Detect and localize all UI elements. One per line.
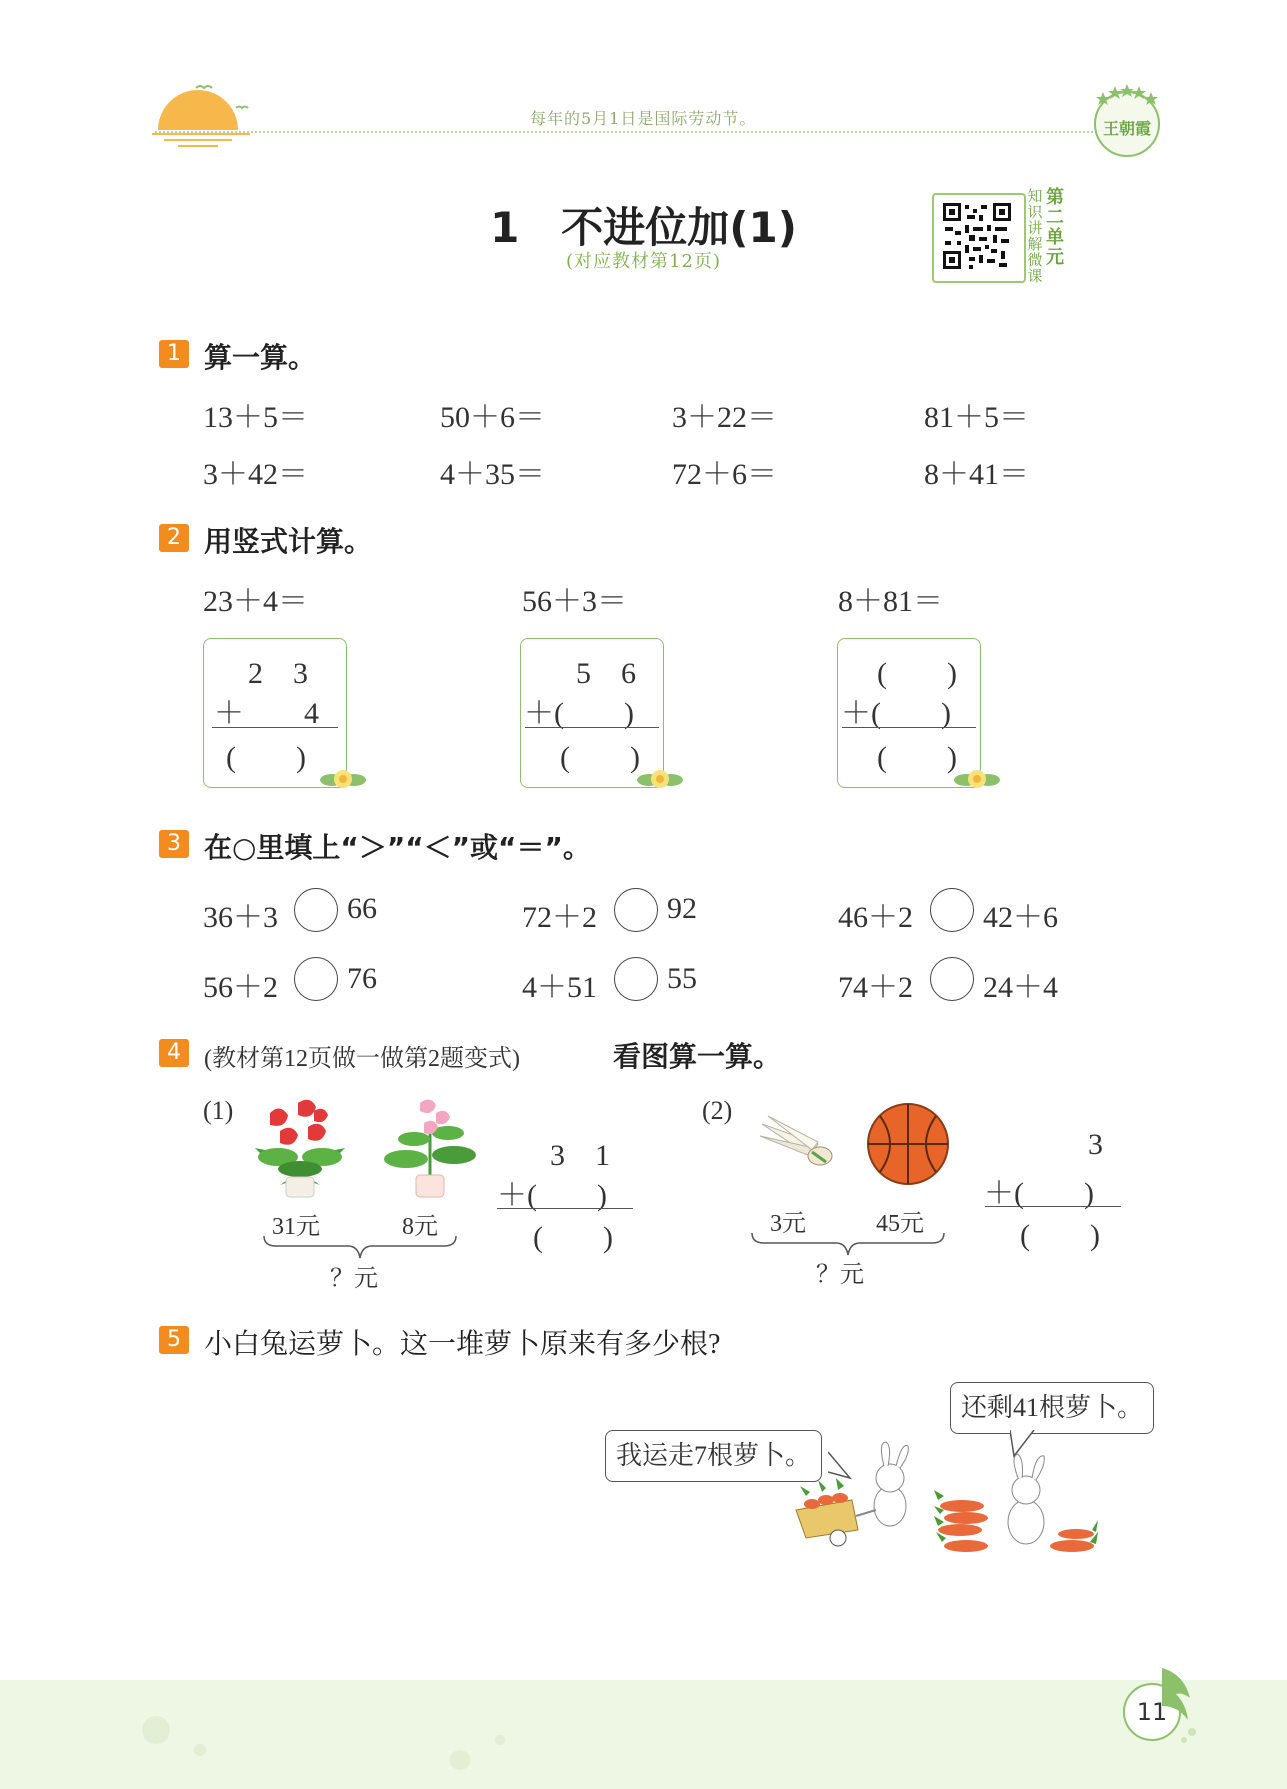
vertical-line <box>985 1206 1121 1207</box>
question-heading: 在○里填上“＞”“＜”或“＝”。 <box>204 831 591 864</box>
page-number: 11 <box>1136 1698 1168 1726</box>
flower-icon <box>318 766 368 798</box>
price-label: 8元 <box>402 1214 438 1240</box>
vertical-top: 5 6 <box>576 657 636 690</box>
question-number: 5 <box>159 1326 189 1354</box>
question-heading: 小白兔运萝卜。这一堆萝卜原来有多少根? <box>204 1329 721 1360</box>
shuttlecock-icon <box>756 1110 836 1184</box>
brand-logo-text: 王朝霞 <box>1102 119 1151 138</box>
vertical-line <box>842 727 976 728</box>
page-number-badge <box>1122 1662 1202 1746</box>
equation: 4＋35＝ <box>440 458 545 491</box>
price-label: 31元 <box>272 1214 320 1240</box>
question-heading: 用竖式计算。 <box>204 525 373 558</box>
compare-left: 4＋51 <box>522 971 597 1004</box>
vertical-line <box>525 727 659 728</box>
rabbit-cart-illustration <box>792 1440 922 1554</box>
compare-circle[interactable] <box>294 957 338 1001</box>
red-flower-pot-icon <box>250 1093 350 1209</box>
side-label-unit: 第 二 单 元 <box>1046 187 1064 268</box>
footer-bubbles <box>140 1700 740 1784</box>
compare-left: 72＋2 <box>522 901 597 934</box>
part-label: (1) <box>203 1096 234 1125</box>
page-title: 1 不进位加(1) <box>490 203 797 252</box>
compare-right: 66 <box>347 892 377 925</box>
vertical-top: 2 3 <box>248 657 308 690</box>
compare-circle[interactable] <box>614 888 658 932</box>
compare-circle[interactable] <box>930 957 974 1001</box>
brand-badge <box>1087 78 1167 164</box>
compare-left: 36＋3 <box>203 901 278 934</box>
compare-circle[interactable] <box>930 888 974 932</box>
equation: 72＋6＝ <box>672 458 777 491</box>
compare-right: 42＋6 <box>983 901 1058 934</box>
vertical-line <box>212 727 338 728</box>
question-number: 2 <box>159 524 189 552</box>
sun-logo <box>150 78 260 148</box>
speech-bubble-right: 还剩41根萝卜。 <box>950 1382 1154 1434</box>
answer-blank[interactable]: ( ) <box>877 741 957 774</box>
vertical-middle[interactable]: ＋( ) <box>984 1177 1094 1210</box>
pink-flower-pot-icon <box>380 1093 480 1209</box>
compare-left: 56＋2 <box>203 971 278 1004</box>
equation: 3＋22＝ <box>672 401 777 434</box>
vertical-middle[interactable]: ＋( ) <box>497 1179 607 1212</box>
side-label-lesson: 知 识 讲 解 微 课 <box>1027 187 1043 285</box>
vertical-middle[interactable]: ＋( ) <box>841 697 951 730</box>
compare-right: 92 <box>667 892 697 925</box>
price-label: 45元 <box>876 1211 924 1237</box>
equation: 50＋6＝ <box>440 401 545 434</box>
basketball-icon <box>866 1102 950 1190</box>
vertical-middle[interactable]: ＋( ) <box>524 697 634 730</box>
vertical-line <box>497 1208 633 1209</box>
equation: 23＋4＝ <box>203 585 308 618</box>
answer-blank[interactable]: ( ) <box>226 741 306 774</box>
compare-circle[interactable] <box>614 957 658 1001</box>
vertical-top[interactable]: ( ) <box>877 657 957 690</box>
header-divider <box>155 131 1105 133</box>
equation: 56＋3＝ <box>522 585 627 618</box>
part-label: (2) <box>702 1096 733 1125</box>
equation: 13＋5＝ <box>203 401 308 434</box>
flower-icon <box>635 766 685 798</box>
question-heading: 看图算一算。 <box>613 1040 782 1073</box>
flower-icon <box>952 766 1002 798</box>
question-number: 4 <box>159 1039 189 1067</box>
question-heading: 算一算。 <box>204 341 317 374</box>
qr-code-icon <box>941 201 1013 271</box>
rabbit-carrots-illustration <box>932 1450 1102 1564</box>
question-number: 3 <box>159 830 189 858</box>
compare-right: 24＋4 <box>983 971 1058 1004</box>
compare-circle[interactable] <box>294 888 338 932</box>
total-label: ？元 <box>816 1262 864 1288</box>
vertical-top: 3 <box>1088 1128 1103 1161</box>
equation: 81＋5＝ <box>924 401 1029 434</box>
question-number: 1 <box>159 340 189 368</box>
total-label: ？元 <box>330 1266 378 1292</box>
answer-blank[interactable]: ( ) <box>1020 1219 1100 1252</box>
question-note: (教材第12页做一做第2题变式) <box>204 1046 520 1072</box>
equation: 3＋42＝ <box>203 458 308 491</box>
speech-bubble-left: 我运走7根萝卜。 <box>605 1430 822 1482</box>
vertical-middle[interactable]: ＋ 4 <box>214 697 319 730</box>
equation: 8＋81＝ <box>838 585 943 618</box>
page-subtitle: (对应教材第12页) <box>566 251 721 272</box>
compare-right: 55 <box>667 962 697 995</box>
compare-left: 74＋2 <box>838 971 913 1004</box>
price-label: 3元 <box>770 1211 806 1237</box>
vertical-top: 3 1 <box>550 1139 610 1172</box>
answer-blank[interactable]: ( ) <box>560 741 640 774</box>
compare-left: 46＋2 <box>838 901 913 934</box>
equation: 8＋41＝ <box>924 458 1029 491</box>
header-motto: 每年的5月1日是国际劳动节。 <box>530 109 757 128</box>
compare-right: 76 <box>347 962 377 995</box>
answer-blank[interactable]: ( ) <box>533 1221 613 1254</box>
